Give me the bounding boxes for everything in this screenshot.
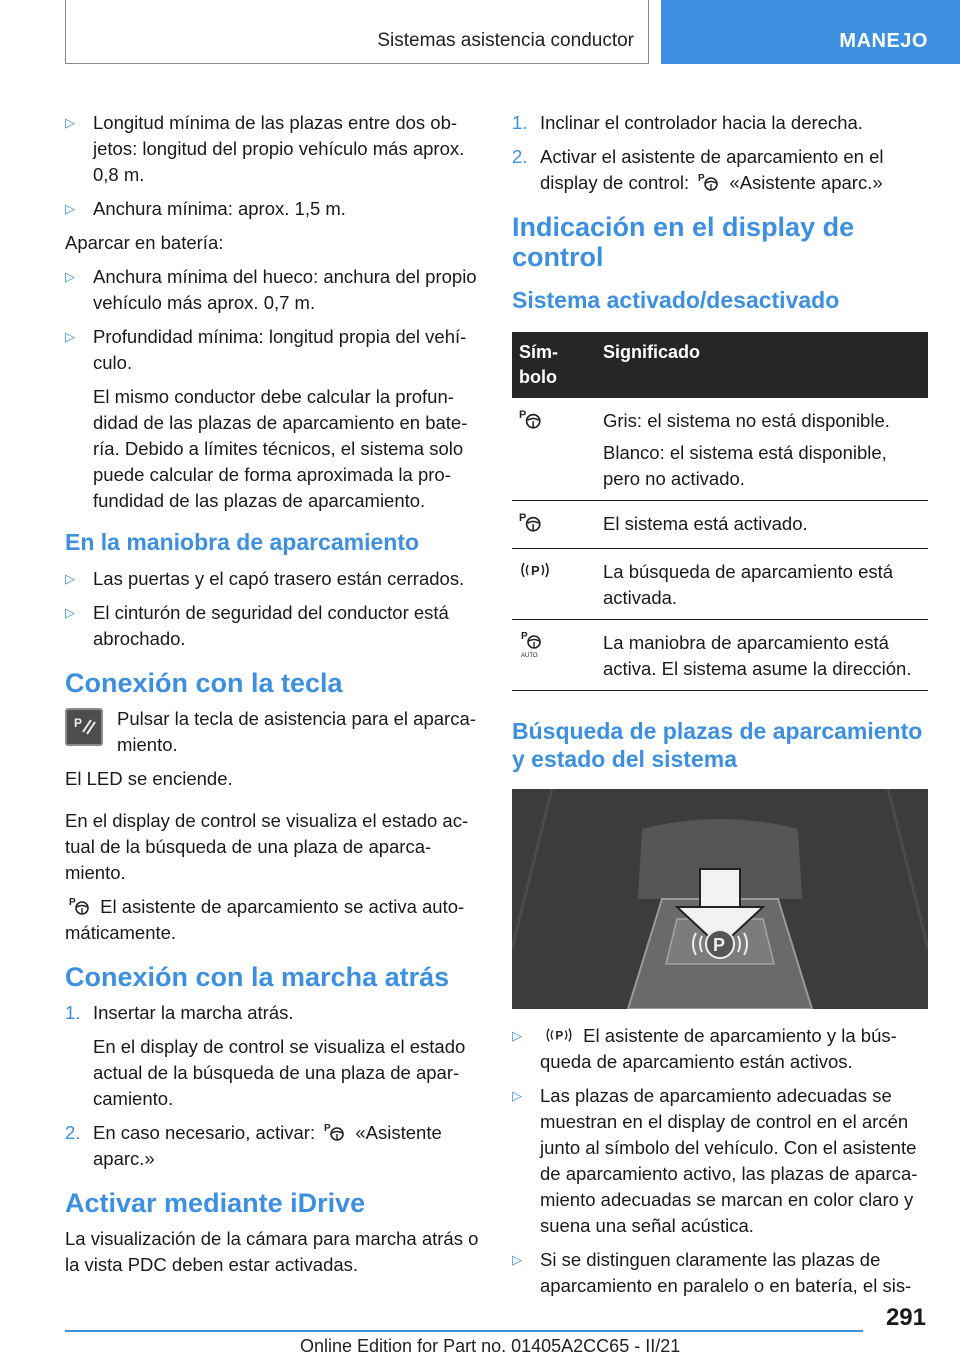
park-assist-auto-icon	[519, 630, 547, 658]
svg-text:P: P	[555, 1028, 564, 1043]
park-assist-button-icon	[65, 708, 103, 746]
parking-search-icon	[519, 559, 551, 581]
page-number: 291	[885, 1304, 926, 1331]
list-item-note: El mismo conductor debe calcular la profundidad de las plazas de aparcamiento en batería. Debido a límites técnicos, el sistema solo puede calcular de forma aproximada la profundidad de las plazas de aparcamiento.	[93, 386, 468, 511]
numbered-step: 2. Activar el asistente de aparcamiento en el display de control: «Asistente aparc.»	[512, 146, 884, 193]
bullet-triangle-icon: ▷	[512, 1252, 522, 1267]
paragraph: La visualización de la cámara para marcha atrás o la vista PDC deben estar activadas.	[65, 1228, 479, 1275]
step-note: En el display de control se visualiza el estado actual de la búsqueda de una plaza de aparcamiento.	[93, 1036, 466, 1109]
park-assist-icon	[69, 896, 91, 916]
bullet-triangle-icon: ▷	[65, 571, 75, 586]
paragraph: El LED se enciende.	[65, 768, 233, 789]
numbered-step: 1. Insertar la marcha atrás.	[65, 1002, 294, 1023]
table-row: Gris: el sistema no está disponible. Blanco: el sistema está disponible, pero no activado.	[512, 398, 928, 501]
header-section-box	[65, 0, 649, 64]
paragraph: En el display de control se visualiza el estado actual de la búsqueda de una plaza de aparcamiento.	[65, 810, 469, 883]
table-header-row	[512, 332, 928, 398]
footer-divider	[65, 1330, 863, 1332]
footer-edition: Online Edition for Part no. 01405A2CC65 - II/21	[300, 1336, 681, 1356]
header-chapter-tab[interactable]	[661, 0, 960, 64]
list-item: ▷ Anchura mínima: aprox. 1,5 m.	[65, 196, 480, 222]
section-heading-tecla: Conexión con la tecla	[65, 668, 343, 698]
left-column	[65, 110, 480, 1286]
park-assist-icon	[519, 408, 543, 430]
list-item: ▷ Las puertas y el capó trasero están cerrados.	[65, 566, 480, 592]
svg-text:P: P	[74, 716, 83, 730]
bullet-triangle-icon: ▷	[65, 115, 75, 130]
svg-text:P: P	[531, 563, 540, 578]
svg-text:AUTO: AUTO	[521, 653, 538, 658]
bullet-triangle-icon: ▷	[65, 269, 75, 284]
table-row: AUTO La maniobra de aparcamiento está activa. El sistema asume la dirección.	[512, 620, 928, 691]
list-item: ▷ P El asistente de aparcamiento y la búsqueda de aparcamiento están activos.	[512, 1025, 897, 1072]
bullet-triangle-icon: ▷	[512, 1028, 522, 1043]
section-heading-marcha: Conexión con la marcha atrás	[65, 962, 450, 992]
bullet-triangle-icon: ▷	[512, 1088, 522, 1103]
park-assist-active-icon	[519, 511, 543, 533]
table-header-symbol: Símbolo	[512, 332, 596, 398]
subsection-heading-sistema: Sistema activado/desactivado	[512, 287, 840, 313]
list-item: ▷ Anchura mínima del hueco: anchura del propio vehículo más aprox. 0,7 m.	[65, 266, 477, 313]
table-row: P La búsqueda de aparcamiento está activada.	[512, 549, 928, 620]
list-item: ▷ Las plazas de aparcamiento adecuadas se muestran en el display de control en el arcén junto al símbolo del vehículo. Con el asistente de aparcamiento activo, las plazas de aparcamiento adecuadas se marcan en color claro y suena una señal acústica.	[512, 1085, 918, 1236]
section-heading-indicacion: Indicación en el display de control	[512, 212, 855, 272]
symbol-table	[512, 332, 928, 691]
list-item: ▷ Si se distinguen claramente las plazas de aparcamiento en paralelo o en batería, el sis-	[512, 1249, 912, 1296]
table-header-meaning: Significado	[596, 332, 928, 398]
parking-display-illustration	[512, 789, 928, 1009]
paragraph: Aparcar en batería:	[65, 232, 224, 253]
table-row: El sistema está activado.	[512, 501, 928, 549]
parking-search-icon	[544, 1025, 574, 1045]
paragraph: El asistente de aparcamiento se activa automáticamente.	[65, 896, 465, 943]
list-item: ▷ Longitud mínima de las plazas entre dos objetos: longitud del propio vehículo más aprox. 0,8 m.	[65, 112, 465, 185]
numbered-step: 2. En caso necesario, activar: «Asistente aparc.»	[65, 1122, 442, 1169]
header-section-title: Sistemas asistencia conductor	[377, 30, 634, 51]
section-heading-idrive: Activar mediante iDrive	[65, 1188, 366, 1218]
park-assist-icon	[324, 1122, 346, 1142]
header-chapter-label: MANEJO	[839, 30, 928, 52]
bullet-triangle-icon: ▷	[65, 329, 75, 344]
list-item: ▷ El cinturón de seguridad del conductor está abrochado.	[65, 602, 449, 649]
park-assist-icon	[698, 172, 720, 192]
svg-text:P: P	[713, 935, 726, 955]
subsection-heading-busqueda: Búsqueda de plazas de aparcamiento y estado del sistema	[512, 718, 923, 772]
button-instruction: P Pulsar la tecla de asistencia para el aparcamiento.	[65, 706, 480, 758]
right-column	[512, 110, 928, 1307]
numbered-step: 1. Inclinar el controlador hacia la derecha.	[512, 112, 863, 133]
section-heading-maniobra: En la maniobra de aparcamiento	[65, 529, 420, 555]
bullet-triangle-icon: ▷	[65, 201, 75, 216]
bullet-triangle-icon: ▷	[65, 605, 75, 620]
list-item: ▷ Profundidad mínima: longitud propia del vehículo.	[65, 326, 467, 373]
